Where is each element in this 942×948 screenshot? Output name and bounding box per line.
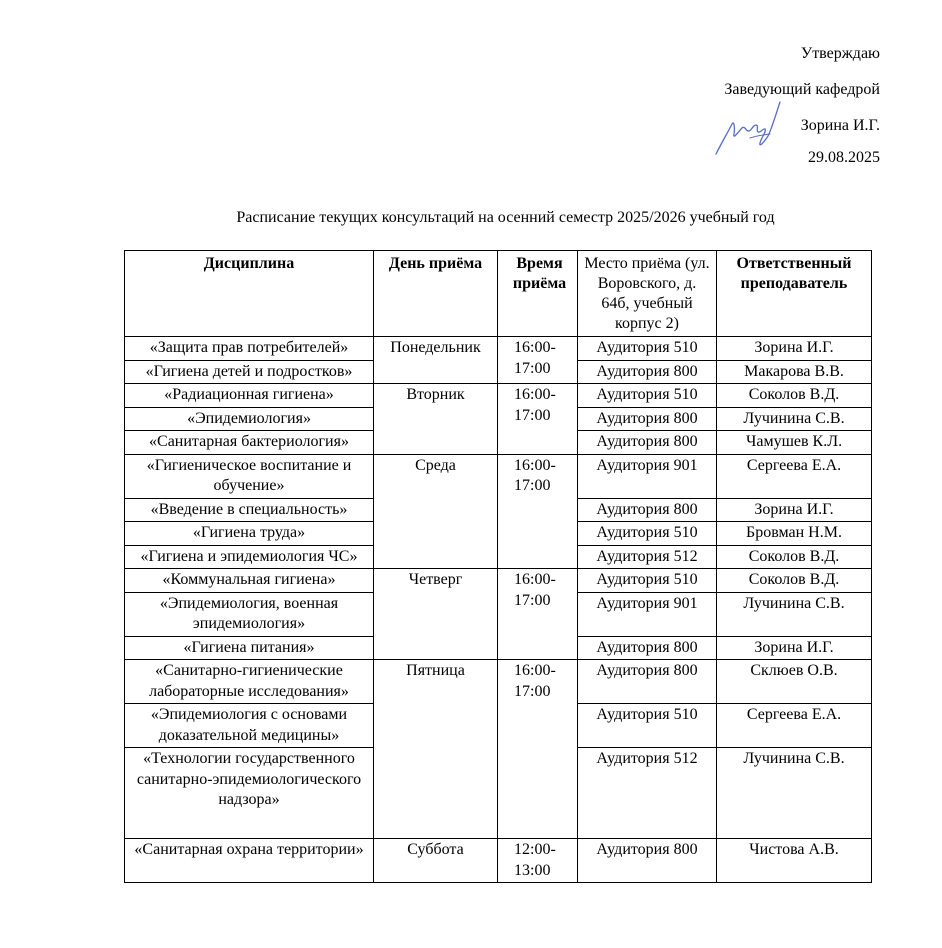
- discipline-cell: «Технологии государственного санитарно-эпидемиологического надзора»: [125, 748, 374, 839]
- place-cell: Аудитория 800: [578, 360, 717, 384]
- day-cell: Суббота: [374, 839, 498, 883]
- handwritten-signature: [712, 98, 782, 158]
- page-title: Расписание текущих консультаций на осенний семестр 2025/2026 учебный год: [236, 209, 775, 226]
- teacher-cell: Склюев О.В.: [717, 660, 872, 704]
- day-cell: Вторник: [374, 384, 498, 455]
- place-cell: Аудитория 800: [578, 839, 717, 883]
- teacher-cell: Чистова А.В.: [717, 839, 872, 883]
- discipline-cell: «Коммунальная гигиена»: [125, 569, 374, 593]
- table-row: [125, 839, 872, 883]
- teacher-cell: Бровман Н.М.: [717, 522, 872, 546]
- header-discipline: Дисциплина: [125, 251, 374, 337]
- approval-position: Заведующий кафедрой: [724, 81, 880, 98]
- schedule-body: [125, 337, 872, 883]
- discipline-cell: «Санитарно-гигиенические лабораторные исследования»: [125, 660, 374, 704]
- teacher-cell: Зорина И.Г.: [717, 498, 872, 522]
- place-cell: Аудитория 510: [578, 337, 717, 361]
- approval-date: 29.08.2025: [808, 149, 880, 166]
- teacher-cell: Зорина И.Г.: [717, 337, 872, 361]
- approval-name: Зорина И.Г.: [800, 117, 880, 134]
- table-row: [125, 454, 872, 498]
- teacher-cell: Сергеева Е.А.: [717, 454, 872, 498]
- time-cell: 16:00-17:00: [498, 569, 578, 660]
- header-teacher: Ответственный преподаватель: [717, 251, 872, 337]
- teacher-cell: Лучинина С.В.: [717, 592, 872, 636]
- teacher-cell: Сергеева Е.А.: [717, 704, 872, 748]
- place-cell: Аудитория 510: [578, 569, 717, 593]
- discipline-cell: «Введение в специальность»: [125, 498, 374, 522]
- day-cell: Понедельник: [374, 337, 498, 384]
- header-place: Место приёма (ул. Воровского, д. 64б, учебный корпус 2): [578, 251, 717, 337]
- place-cell: Аудитория 512: [578, 748, 717, 839]
- day-cell: Четверг: [374, 569, 498, 660]
- header-time: Время приёма: [498, 251, 578, 337]
- discipline-cell: «Эпидемиология с основами доказательной медицины»: [125, 704, 374, 748]
- discipline-cell: «Гигиеническое воспитание и обучение»: [125, 454, 374, 498]
- discipline-cell: «Гигиена и эпидемиология ЧС»: [125, 545, 374, 569]
- place-cell: Аудитория 800: [578, 407, 717, 431]
- discipline-cell: «Гигиена питания»: [125, 636, 374, 660]
- place-cell: Аудитория 800: [578, 660, 717, 704]
- time-cell: 12:00-13:00: [498, 839, 578, 883]
- teacher-cell: Чамушев К.Л.: [717, 431, 872, 455]
- table-row: [125, 337, 872, 361]
- teacher-cell: Макарова В.В.: [717, 360, 872, 384]
- header-day: День приёма: [374, 251, 498, 337]
- place-cell: Аудитория 800: [578, 498, 717, 522]
- discipline-cell: «Эпидемиология»: [125, 407, 374, 431]
- table-row: [125, 569, 872, 593]
- discipline-cell: «Радиационная гигиена»: [125, 384, 374, 408]
- discipline-cell: «Гигиена труда»: [125, 522, 374, 546]
- teacher-cell: Соколов В.Д.: [717, 384, 872, 408]
- schedule-table: [124, 250, 872, 883]
- place-cell: Аудитория 510: [578, 704, 717, 748]
- place-cell: Аудитория 800: [578, 636, 717, 660]
- time-cell: 16:00-17:00: [498, 454, 578, 569]
- place-cell: Аудитория 512: [578, 545, 717, 569]
- teacher-cell: Лучинина С.В.: [717, 407, 872, 431]
- discipline-cell: «Санитарная бактериология»: [125, 431, 374, 455]
- place-cell: Аудитория 901: [578, 454, 717, 498]
- place-cell: Аудитория 800: [578, 431, 717, 455]
- table-header-row: [125, 251, 872, 337]
- place-cell: Аудитория 901: [578, 592, 717, 636]
- discipline-cell: «Гигиена детей и подростков»: [125, 360, 374, 384]
- teacher-cell: Соколов В.Д.: [717, 569, 872, 593]
- place-cell: Аудитория 510: [578, 522, 717, 546]
- time-cell: 16:00-17:00: [498, 337, 578, 384]
- teacher-cell: Зорина И.Г.: [717, 636, 872, 660]
- teacher-cell: Лучинина С.В.: [717, 748, 872, 839]
- discipline-cell: «Защита прав потребителей»: [125, 337, 374, 361]
- table-row: [125, 660, 872, 704]
- time-cell: 16:00-17:00: [498, 660, 578, 839]
- table-row: [125, 384, 872, 408]
- time-cell: 16:00-17:00: [498, 384, 578, 455]
- discipline-cell: «Санитарная охрана территории»: [125, 839, 374, 883]
- day-cell: Среда: [374, 454, 498, 569]
- teacher-cell: Соколов В.Д.: [717, 545, 872, 569]
- approval-line: Утверждаю: [800, 45, 880, 62]
- discipline-cell: «Эпидемиология, военная эпидемиология»: [125, 592, 374, 636]
- place-cell: Аудитория 510: [578, 384, 717, 408]
- day-cell: Пятница: [374, 660, 498, 839]
